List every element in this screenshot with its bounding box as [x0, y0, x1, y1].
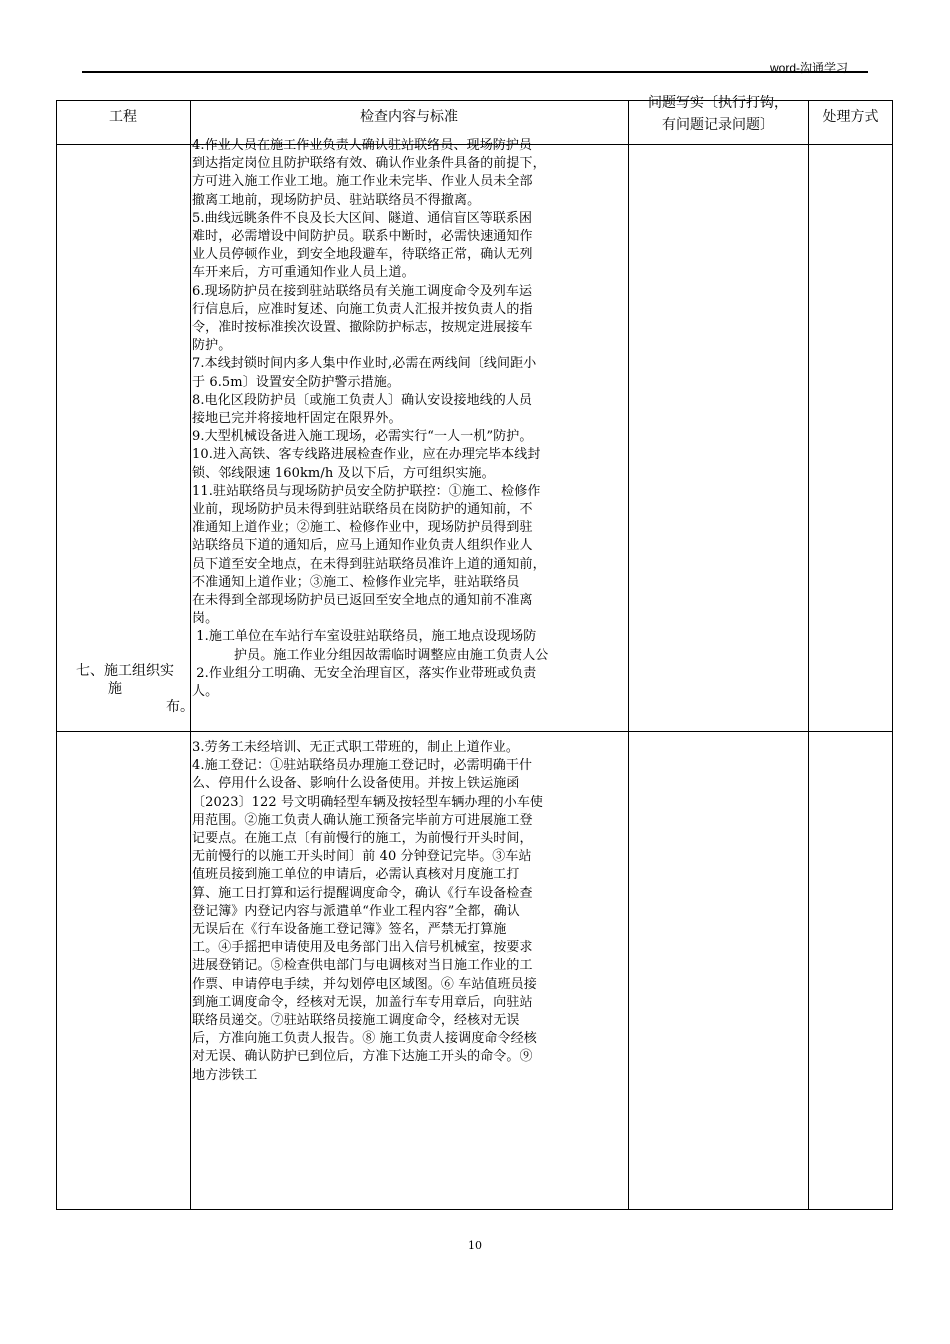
header-record-line2: 有问题记录问题〕 [662, 117, 774, 133]
content-line: 无前慢行的以施工开头时间〕前 40 分钟登记完毕。③车站 [192, 849, 532, 865]
content-line: 算、施工日打算和运行提醒调度命令，确认《行车设备检查 [192, 885, 533, 901]
content-line: 对无误、确认防护已到位后，方准下达施工开头的命令。⑨ [192, 1049, 533, 1065]
header-project: 工程 [109, 109, 137, 125]
content-line: 1.施工单位在车站行车室设驻站联络员，施工地点设现场防 [192, 629, 537, 645]
content-line: 业前，现场防护员未得到驻站联络员在岗防护的通知前，不 [192, 502, 533, 518]
content-line: 6.现场防护员在接到驻站联络员有关施工调度命令及列车运 [192, 283, 533, 299]
content-line: 用范围。②施工负责人确认施工预备完毕前方可进展施工登 [192, 812, 533, 828]
header-content: 检查内容与标准 [360, 109, 458, 125]
content-line: 5.曲线远眺条件不良及长大区间、隧道、通信盲区等联系困 [192, 210, 533, 226]
content-line: 8.电化区段防护员〔或施工负责人〕确认安设接地线的人员 [192, 392, 533, 408]
content-line: 护员。施工作业分组因故需临时调整应由施工负责人公 [234, 647, 549, 663]
content-line: 11.驻站联络员与现场防护员安全防护联控：①施工、检修作 [192, 483, 541, 499]
row1-project-line1: 七、施工组织实 [76, 663, 174, 679]
content-line: 车开来后，方可重通知作业人员上道。 [192, 265, 415, 281]
content-line: 9.大型机械设备进入施工现场，必需实行“一人一机”防护。 [192, 429, 533, 445]
content-line: 10.进入高铁、客专线路进展检查作业，应在办理完毕本线封 [192, 447, 541, 463]
column-divider-3 [808, 100, 809, 1210]
content-line: 难时，必需增设中间防护员。联系中断时，必需快速通知作 [192, 229, 533, 245]
content-line: 不准通知上道作业；③施工、检修作业完毕，驻站联络员 [192, 574, 520, 590]
content-line: 作票、申请停电手续，并勾划停电区域图。⑥ 车站值班员接 [192, 976, 537, 992]
page-header-rule [82, 71, 868, 73]
content-line: 接地已完并将接地杆固定在限界外。 [192, 411, 402, 427]
page-header-text: word-沟通学习 [770, 61, 849, 75]
row2-content [192, 739, 628, 1085]
row1-content [192, 137, 628, 701]
content-line: 业人员停顿作业，到安全地段避车，待联络正常，确认无列 [192, 247, 533, 263]
content-line: 进展登销记。⑤检查供电部门与电调核对当日施工作业的工 [192, 958, 533, 974]
content-line: 联络员递交。⑦驻站联络员接施工调度命令，经核对无误 [192, 1013, 520, 1029]
content-line: 撤离工地前，现场防护员、驻站联络员不得撤离。 [192, 192, 481, 208]
row1-project [56, 662, 194, 716]
content-line: 于 6.5m〕设置安全防护警示措施。 [192, 374, 400, 390]
content-line: 2.作业组分工明确、无安全治理盲区，落实作业带班或负责 [192, 665, 537, 681]
content-line: 人。 [192, 684, 219, 700]
column-divider-2 [628, 100, 629, 1210]
content-line: 工。④手摇把申请使用及电务部门出入信号机械室，按要求 [192, 940, 533, 956]
content-line: 3.劳务工未经培训、无正式职工带班的，制止上道作业。 [192, 740, 520, 755]
content-line: 行信息后，应准时复述、向施工负责人汇报并按负责人的指 [192, 301, 533, 317]
row1-project-line3: 布。 [166, 699, 194, 715]
content-line: 无误后在《行车设备施工登记簿》签名，严禁无打算施 [192, 922, 507, 938]
content-line: 在未得到全部现场防护员已返回至安全地点的通知前不准离 [192, 593, 533, 609]
content-line: 岗。 [192, 611, 219, 627]
content-line: 后，方准向施工负责人报告。⑧ 施工负责人接调度命令经核 [192, 1031, 537, 1047]
header-record [628, 92, 808, 136]
header-record-line1: 问题写实〔执行打钩， [648, 95, 788, 111]
content-line: 防护。 [192, 338, 232, 354]
page-number: 10 [468, 1239, 482, 1252]
content-line: 〔2023〕122 号文明确轻型车辆及按轻型车辆办理的小车使 [192, 794, 544, 810]
content-line: 方可进入施工作业工地。施工作业未完毕、作业人员未全部 [192, 174, 533, 190]
row1-project-line2: 施 [108, 681, 122, 697]
content-line: 值班员接到施工单位的申请后，必需认真核对月度施工打 [192, 867, 520, 883]
column-divider-1 [190, 100, 191, 1210]
content-line: 记要点。在施工点〔有前慢行的施工，为前慢行开头时间， [192, 831, 533, 847]
content-line: 地方涉铁工 [192, 1067, 258, 1083]
content-line: 登记簿》内登记内容与派遣单“作业工程内容”全都，确认 [192, 903, 520, 919]
content-line: 么、停用什么设备、影响什么设备使用。并按上铁运施函 [192, 776, 520, 792]
content-line: 锁、邻线限速 160km/h 及以下后，方可组织实施。 [192, 465, 495, 481]
content-line: 7.本线封锁时间内多人集中作业时,必需在两线间〔线间距小 [192, 356, 537, 372]
table-row-divider [56, 731, 893, 732]
content-line: 4.作业人员在施工作业负责人确认驻站联络员、现场防护员 [192, 138, 533, 153]
content-line: 令，准时按标准挨次设置、撤除防护标志，按规定进展接车 [192, 320, 533, 336]
content-line: 4.施工登记：①驻站联络员办理施工登记时，必需明确干什 [192, 758, 533, 774]
content-line: 员下道至安全地点，在未得到驻站联络员准许上道的通知前， [192, 556, 546, 572]
header-handling: 处理方式 [822, 109, 879, 125]
content-line: 准通知上道作业；②施工、检修作业中，现场防护员得到驻 [192, 520, 533, 536]
content-line: 站联络员下道的通知后，应马上通知作业负责人组织作业人 [192, 538, 533, 554]
content-line: 到达指定岗位且防护联络有效、确认作业条件具备的前提下， [192, 156, 546, 172]
content-line: 到施工调度命令，经核对无误，加盖行车专用章后，向驻站 [192, 994, 533, 1010]
